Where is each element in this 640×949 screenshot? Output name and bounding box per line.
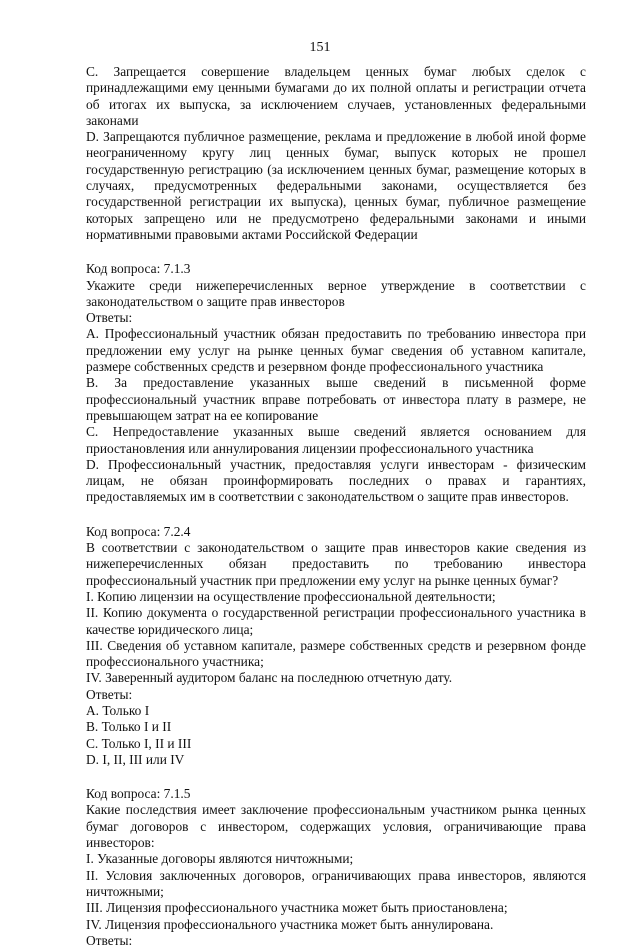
question-text: В соответствии с законодательством о защите прав инвесторов какие сведения из нижеперечисленных обязан предоставить по требованию инвестора профессиональный участник при предложении ему услуг на рынке ценных бумаг? <box>86 540 586 588</box>
question-code: Код вопроса: 7.1.3 <box>86 261 191 277</box>
intro-option-d: D. Запрещаются публичное размещение, реклама и предложение в любой иной форме неограниченному кругу лиц ценных бумаг, выпуск которых не прошел государственную регистрацию (за исключением ценных бумаг, размещение которых в случаях, предусмотренных федеральными законами, осуществляется без государственной регистрации их выпуска), ценных бумаг, публичное размещение которых запрещено или не предусмотрено федеральными законами и иными нормативными правовыми актами Российской Федерации <box>86 129 586 242</box>
statement-item: II. Условия заключенных договоров, ограничивающих права инвесторов, являются ничтожными; <box>86 867 586 899</box>
answer-option-c: C. Непредоставление указанных выше сведений является основанием для приостановления или аннулирования лицензии профессионального участника <box>86 424 586 456</box>
answer-option-d: D. Профессиональный участник, предоставляя услуги инвесторам - физическим лицам, не обязан проинформировать последних о правах и гарантиях, предоставляемых им в соответствии с законодательством о защите прав инвесторов. <box>86 456 586 505</box>
answer-option-b: B. За предоставление указанных выше сведений в письменной форме профессиональный участник вправе потребовать от инвестора плату в размере, не превышающем затрат на ее копирование <box>86 375 586 423</box>
answer-option-a: A. Профессиональный участник обязан предоставить по требованию инвестора при предложении ему услуг на рынке ценных бумаг сведения об уставном капитале, размере собственных средств и резервном фонде профессионального участника <box>86 326 586 375</box>
statement-item: II. Копию документа о государственной регистрации профессионального участника в качестве юридического лица; <box>86 605 586 637</box>
answer-option-a: A. Только I <box>86 702 150 718</box>
answer-option-b: B. Только I и II <box>86 719 172 735</box>
document-body <box>86 64 586 949</box>
answer-option-d: D. I, II, III или IV <box>86 751 185 767</box>
answers-label: Ответы: <box>86 686 133 702</box>
page-number: 151 <box>309 40 331 55</box>
statement-item: III. Лицензия профессионального участника может быть приостановлена; <box>86 900 508 916</box>
question-text: Укажите среди нижеперечисленных верное утверждение в соответствии с законодательством о защите прав инвесторов <box>86 277 586 309</box>
statement-item: III. Сведения об уставном капитале, размере собственных средств и резервном фонде профессионального участника; <box>86 637 586 670</box>
answers-label: Ответы: <box>86 932 133 948</box>
answers-label: Ответы: <box>86 310 133 326</box>
question-code: Код вопроса: 7.1.5 <box>86 786 191 802</box>
statement-item: I. Указанные договоры являются ничтожными; <box>86 851 354 867</box>
intro-option-c: C. Запрещается совершение владельцем ценных бумаг любых сделок с принадлежащими ему ценными бумагами до их полной оплаты и регистрации отчета об итогах их выпуска, за исключением случаев, установленных федеральными законами <box>86 64 586 128</box>
statement-item: IV. Заверенный аудитором баланс на последнюю отчетную дату. <box>86 670 453 686</box>
answer-option-c: C. Только I, II и III <box>86 735 192 751</box>
statement-item: IV. Лицензия профессионального участника может быть аннулирована. <box>86 916 494 932</box>
question-text: Какие последствия имеет заключение профессиональным участником рынка ценных бумаг договоров с инвестором, содержащих условия, ограничивающие права инвесторов: <box>86 802 586 851</box>
question-code: Код вопроса: 7.2.4 <box>86 523 191 539</box>
statement-item: I. Копию лицензии на осуществление профессиональной деятельности; <box>86 588 496 604</box>
